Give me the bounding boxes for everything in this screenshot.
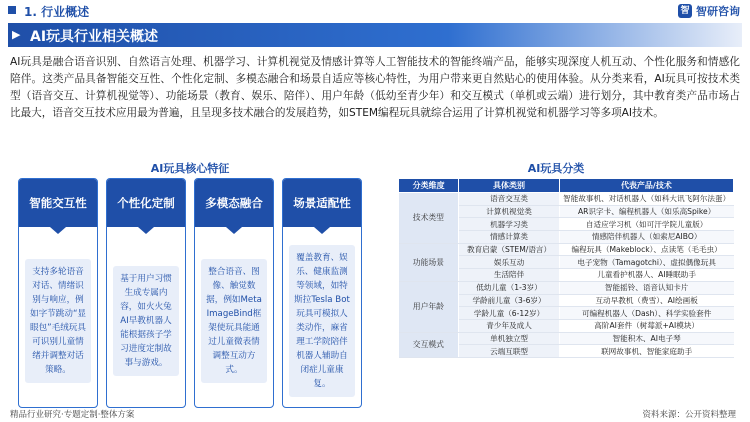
classification-table [398, 178, 734, 358]
table-header-row [399, 179, 734, 193]
feature-card [282, 178, 362, 408]
table-group-cell: 用户年龄 [399, 281, 459, 332]
table-product-cell: 情感陪伴机器人（如索尼AIBO） [559, 231, 733, 244]
table-product-cell: AR识字卡、编程机器人（如乐高Spike） [559, 205, 733, 218]
table-product-cell: 自适应学习机（如可汗学院儿童版） [559, 218, 733, 231]
feature-card-body: 基于用户习惯生成专属内容，如火火兔AI早教机器人能根据孩子学习进度定制故事与游戏。 [113, 266, 179, 376]
logo-mark-icon: 智 [678, 4, 692, 18]
table-product-cell: 智能故事机、对话机器人（如科大讯飞阿尔法蛋） [559, 193, 733, 206]
features-heading: AI玩具核心特征 [150, 162, 230, 175]
table-product-cell: 联网故事机、智能家庭助手 [559, 345, 733, 358]
page-title: AI玩具行业相关概述 [30, 29, 159, 45]
chevron-right-icon: ▶ [12, 28, 21, 41]
table-row [399, 243, 734, 256]
table-category-cell: 学龄前儿童（3-6岁） [459, 294, 560, 307]
feature-card-body: 覆盖教育、娱乐、健康监测等领域，如特斯拉Tesla Bot玩具可模拟人类动作，麻省理工学院陪伴机器人辅助自闭症儿童康复。 [289, 245, 355, 397]
classification-heading: AI玩具分类 [527, 162, 585, 175]
feature-card-title: 多模态融合 [195, 179, 273, 227]
table-header: 具体类别 [459, 179, 560, 193]
table-category-cell: 计算机视觉类 [459, 205, 560, 218]
feature-card [106, 178, 186, 408]
intro-paragraph: AI玩具是融合语音识别、自然语言处理、机器学习、计算机视觉及情感计算等人工智能技术的智能终端产品，能够实现深度人机互动、个性化服务和情感化陪伴。这类产品具备智能交互性、个性化定制、多模态融合和场景自适应等核心特性，为用户带来更自然贴心的使用体验。从分类来看，AI玩具可按技术类型（语音交互、计算机视觉等）、功能场景（教育、娱乐、陪伴）、用户年龄（低幼至青少年）和交互模式（单机或云端）进行划分，其中教育类产品市场占比最大，语音交互技术应用最为普遍，且呈现多技术融合的发展趋势，如STEM编程玩具就综合运用了计算机视觉和机器学习等多项AI技术。 [10, 56, 740, 119]
feature-cards [18, 178, 364, 408]
chevron-down-icon [226, 227, 242, 234]
classification-table-wrap [398, 178, 734, 392]
table-group-cell: 交互模式 [399, 332, 459, 357]
table-row [399, 193, 734, 206]
footer-brand: 精品行业研究·专题定制·整体方案 [10, 410, 135, 420]
table-row [399, 332, 734, 345]
table-group-cell: 技术类型 [399, 193, 459, 244]
footer-source: 资料来源：公开资料整理 [642, 410, 736, 420]
table-category-cell: 生活陪伴 [459, 269, 560, 282]
table-group-cell: 功能场景 [399, 243, 459, 281]
section-square-icon [8, 6, 16, 14]
table-category-cell: 低幼儿童（1-3岁） [459, 281, 560, 294]
table-row [399, 281, 734, 294]
title-bar [8, 23, 742, 47]
table-header: 分类维度 [399, 179, 459, 193]
table-product-cell: 互动早教机（费雪）、AI绘画板 [559, 294, 733, 307]
table-category-cell: 青少年及成人 [459, 319, 560, 332]
table-category-cell: 云端互联型 [459, 345, 560, 358]
top-bar [0, 0, 750, 22]
table-header: 代表产品/技术 [559, 179, 733, 193]
feature-card-title: 场景适配性 [283, 179, 361, 227]
table-product-cell: 智能积木、AI电子琴 [559, 332, 733, 345]
feature-card-title: 智能交互性 [19, 179, 97, 227]
chevron-down-icon [314, 227, 330, 234]
feature-card [194, 178, 274, 408]
table-category-cell: 单机独立型 [459, 332, 560, 345]
brand-logo[interactable] [678, 3, 740, 19]
table-product-cell: 电子宠物（Tamagotchi）、虚拟偶像玩具 [559, 256, 733, 269]
feature-card-body: 支持多轮语音对话、情绪识别与响应，例如字节跳动“显眼包”毛绒玩具可识别儿童情绪并调整对话策略。 [25, 259, 91, 383]
table-product-cell: 儿童看护机器人、AI睡眠助手 [559, 269, 733, 282]
chevron-down-icon [138, 227, 154, 234]
feature-card-body: 整合语音、图像、触觉数据，例如Meta ImageBind框架使玩具能通过儿童微表情调整互动方式。 [201, 259, 267, 383]
table-category-cell: 机器学习类 [459, 218, 560, 231]
feature-card [18, 178, 98, 408]
table-product-cell: 可编程机器人（Dash）、科学实验套件 [559, 307, 733, 320]
table-category-cell: 情感计算类 [459, 231, 560, 244]
chevron-down-icon [50, 227, 66, 234]
table-product-cell: 智能摇铃、语音认知卡片 [559, 281, 733, 294]
table-product-cell: 高阶AI套件（树莓派+AI模块） [559, 319, 733, 332]
table-category-cell: 学龄儿童（6-12岁） [459, 307, 560, 320]
section-title: 1. 行业概述 [24, 5, 90, 19]
feature-card-title: 个性化定制 [107, 179, 185, 227]
table-category-cell: 语音交互类 [459, 193, 560, 206]
table-category-cell: 教育启蒙（STEM/语言） [459, 243, 560, 256]
logo-text: 智研咨询 [696, 5, 740, 18]
table-category-cell: 娱乐互动 [459, 256, 560, 269]
table-product-cell: 编程玩具（Makeblock）、点读笔（毛毛虫） [559, 243, 733, 256]
